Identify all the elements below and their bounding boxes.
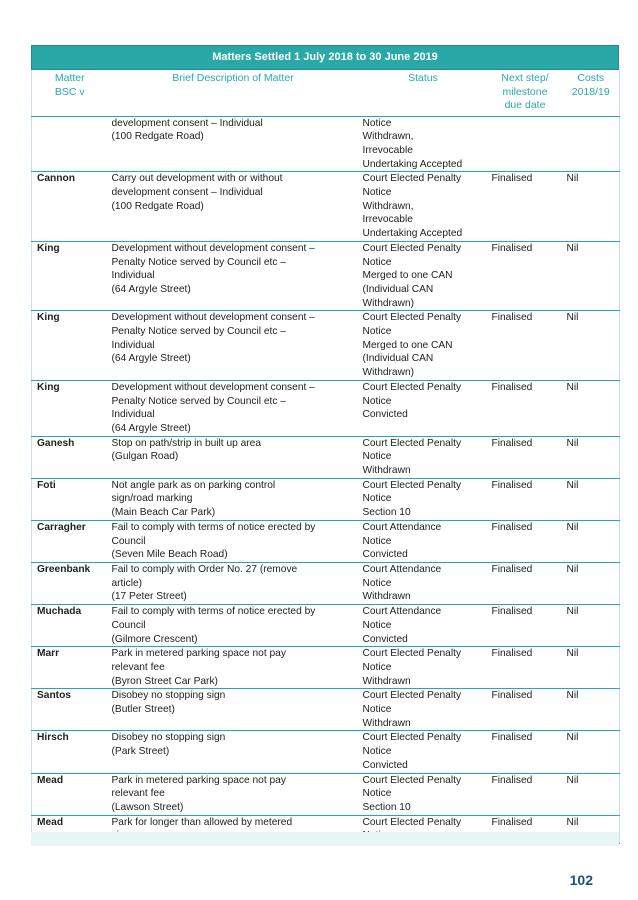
cell-status: Court Elected Penalty Notice Withdrawn — [359, 436, 488, 478]
cell-matter: Greenbank — [32, 563, 108, 605]
cell-matter: King — [32, 380, 108, 436]
cell-description: Development without development consent – Penalty Notice served by Council etc – Individual (64 Argyle Street) — [108, 241, 359, 311]
cell-description: Development without development consent – Penalty Notice served by Council etc – Individual (64 Argyle Street) — [108, 311, 359, 381]
cell-matter: Cannon — [32, 172, 108, 242]
cell-costs: Nil — [563, 311, 620, 381]
cell-next-step: Finalised — [488, 172, 563, 242]
cell-matter: King — [32, 241, 108, 311]
cell-matter: Muchada — [32, 605, 108, 647]
table-row — [32, 605, 620, 647]
header-matter: Matter BSC v — [32, 70, 108, 116]
cell-status: Court Elected Penalty Notice Section 10 — [359, 478, 488, 520]
header-costs: Costs 2018/19 — [563, 70, 620, 116]
cell-next-step: Finalised — [488, 689, 563, 731]
page-number: 102 — [569, 872, 593, 888]
table-row — [32, 647, 620, 689]
cell-description: Fail to comply with terms of notice erected by Council (Seven Mile Beach Road) — [108, 520, 359, 562]
table-row — [32, 478, 620, 520]
cell-next-step: Finalised — [488, 380, 563, 436]
cell-status: Court Elected Penalty Notice Merged to one CAN (Individual CAN Withdrawn) — [359, 241, 488, 311]
cell-description: Park in metered parking space not pay relevant fee (Lawson Street) — [108, 773, 359, 815]
table-row — [32, 520, 620, 562]
cell-next-step: Finalised — [488, 773, 563, 815]
cell-matter — [32, 116, 108, 172]
cell-matter: Santos — [32, 689, 108, 731]
cell-next-step — [488, 116, 563, 172]
header-status: Status — [359, 70, 488, 116]
cell-next-step: Finalised — [488, 647, 563, 689]
cell-costs: Nil — [563, 172, 620, 242]
cell-matter: Marr — [32, 647, 108, 689]
matters-table — [31, 70, 620, 844]
cell-costs: Nil — [563, 773, 620, 815]
table-row — [32, 241, 620, 311]
cell-costs: Nil — [563, 605, 620, 647]
cell-next-step: Finalised — [488, 436, 563, 478]
table-row — [32, 311, 620, 381]
cell-matter: Mead — [32, 773, 108, 815]
table-row — [32, 172, 620, 242]
cell-next-step: Finalised — [488, 563, 563, 605]
cell-costs: Nil — [563, 241, 620, 311]
table-row — [32, 773, 620, 815]
cell-next-step: Finalised — [488, 311, 563, 381]
table-body — [32, 116, 620, 844]
cell-description: Development without development consent – Penalty Notice served by Council etc – Individual (64 Argyle Street) — [108, 380, 359, 436]
cell-matter: Hirsch — [32, 731, 108, 773]
cell-matter: Ganesh — [32, 436, 108, 478]
cell-status: Court Elected Penalty — [359, 815, 488, 843]
cell-description: Stop on path/strip in built up area (Gulgan Road) — [108, 436, 359, 478]
cell-costs: Nil — [563, 563, 620, 605]
cell-description: Fail to comply with Order No. 27 (remove article) (17 Peter Street) — [108, 563, 359, 605]
header-description: Brief Description of Matter — [108, 70, 359, 116]
cell-status: Court Attendance Notice Convicted — [359, 605, 488, 647]
table-header-row — [32, 70, 620, 116]
cell-matter: Carragher — [32, 520, 108, 562]
cell-matter: Mead — [32, 815, 108, 843]
cell-costs: Nil — [563, 520, 620, 562]
cell-description: development consent – Individual (100 Redgate Road) — [108, 116, 359, 172]
cell-next-step: Finalised — [488, 815, 563, 843]
cell-description: Disobey no stopping sign (Butler Street) — [108, 689, 359, 731]
cell-status: Court Elected Penalty Notice Merged to one CAN (Individual CAN Withdrawn) — [359, 311, 488, 381]
cell-costs: Nil — [563, 731, 620, 773]
cell-status: Court Elected Penalty Notice Withdrawn — [359, 689, 488, 731]
cell-description: Not angle park as on parking control sign/road marking (Main Beach Car Park) — [108, 478, 359, 520]
table-title: Matters Settled 1 July 2018 to 30 June 2019 — [31, 45, 619, 70]
table-row — [32, 563, 620, 605]
matters-table-container — [31, 45, 619, 844]
cell-next-step: Finalised — [488, 520, 563, 562]
cell-status: Court Elected Penalty Notice Convicted — [359, 380, 488, 436]
cell-costs: Nil — [563, 478, 620, 520]
cell-costs: Nil — [563, 815, 620, 843]
cell-description: Park in metered parking space not pay relevant fee (Byron Street Car Park) — [108, 647, 359, 689]
table-bottom-shade — [31, 832, 619, 846]
cell-status: Court Attendance Notice Convicted — [359, 520, 488, 562]
cell-status: Court Elected Penalty Notice Withdrawn, Irrevocable Undertaking Accepted — [359, 172, 488, 242]
cell-costs: Nil — [563, 689, 620, 731]
cell-status: Notice Withdrawn, Irrevocable Undertaking Accepted — [359, 116, 488, 172]
cell-matter: Foti — [32, 478, 108, 520]
table-row — [32, 116, 620, 172]
cell-next-step: Finalised — [488, 241, 563, 311]
cell-next-step: Finalised — [488, 478, 563, 520]
cell-costs: Nil — [563, 380, 620, 436]
table-row — [32, 689, 620, 731]
cell-next-step: Finalised — [488, 731, 563, 773]
cell-description: Fail to comply with terms of notice erected by Council (Gilmore Crescent) — [108, 605, 359, 647]
cell-description: Disobey no stopping sign (Park Street) — [108, 731, 359, 773]
table-row — [32, 380, 620, 436]
cell-costs: Nil — [563, 436, 620, 478]
table-row — [32, 731, 620, 773]
cell-status: Court Elected Penalty Notice Withdrawn — [359, 647, 488, 689]
cell-status: Court Attendance Notice Withdrawn — [359, 563, 488, 605]
cell-description: Park for longer than allowed by metered — [108, 815, 359, 843]
cell-costs — [563, 116, 620, 172]
cell-status: Court Elected Penalty Notice Section 10 — [359, 773, 488, 815]
cell-costs: Nil — [563, 647, 620, 689]
cell-next-step: Finalised — [488, 605, 563, 647]
cell-matter: King — [32, 311, 108, 381]
cell-description: Carry out development with or without development consent – Individual (100 Redgate Road) — [108, 172, 359, 242]
header-next-step: Next step/ milestone due date — [488, 70, 563, 116]
cell-status: Court Elected Penalty Notice Convicted — [359, 731, 488, 773]
table-row — [32, 436, 620, 478]
